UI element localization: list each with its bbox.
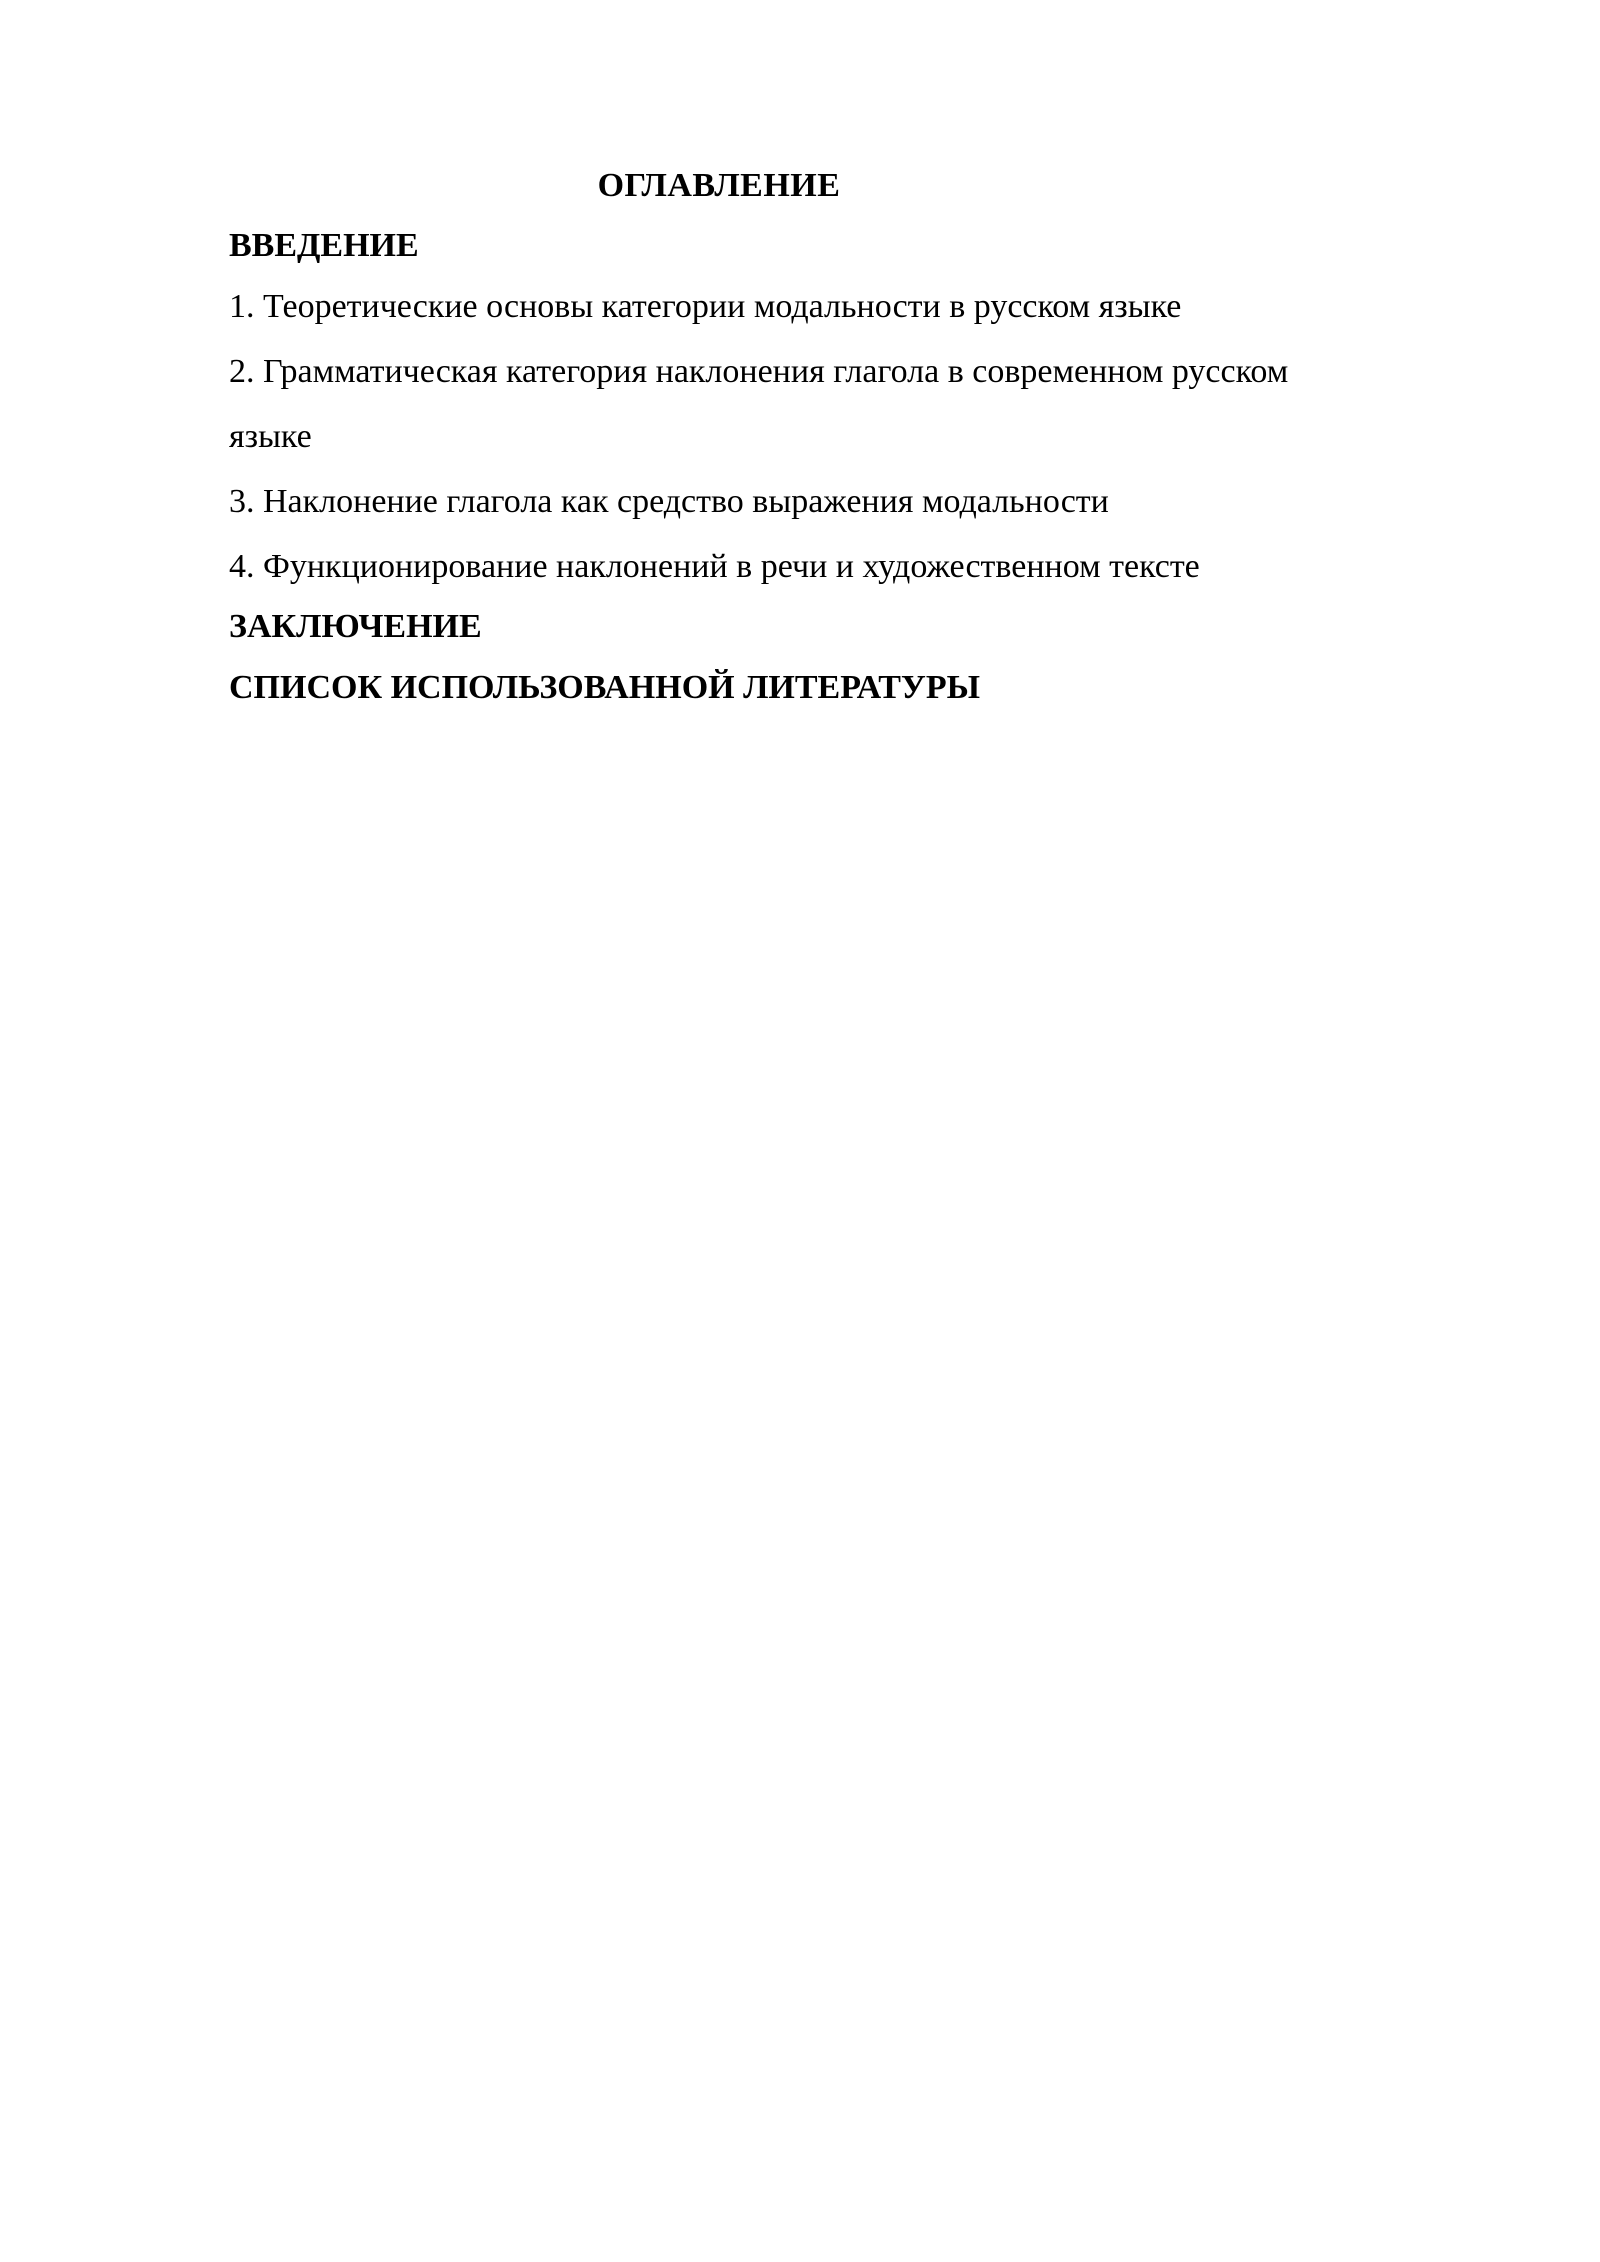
toc-entry-chapter-4: 4. Функционирование наклонений в речи и художественном тексте	[229, 548, 1200, 585]
toc-entry-chapter-1: 1. Теоретические основы категории модальности в русском языке	[229, 288, 1182, 325]
toc-entry-chapter-2-continued: языке	[229, 418, 312, 455]
toc-entry-chapter-2: 2. Грамматическая категория наклонения глагола в современном русском	[229, 353, 1289, 390]
table-of-contents	[229, 160, 1429, 720]
toc-entry-bibliography: СПИСОК ИСПОЛЬЗОВАННОЙ ЛИТЕРАТУРЫ	[229, 669, 980, 706]
toc-entry-chapter-3: 3. Наклонение глагола как средство выражения модальности	[229, 483, 1109, 520]
toc-title: ОГЛАВЛЕНИЕ	[597, 167, 841, 204]
toc-entry-introduction: ВВЕДЕНИЕ	[229, 227, 419, 264]
toc-entry-conclusion: ЗАКЛЮЧЕНИЕ	[229, 608, 482, 645]
